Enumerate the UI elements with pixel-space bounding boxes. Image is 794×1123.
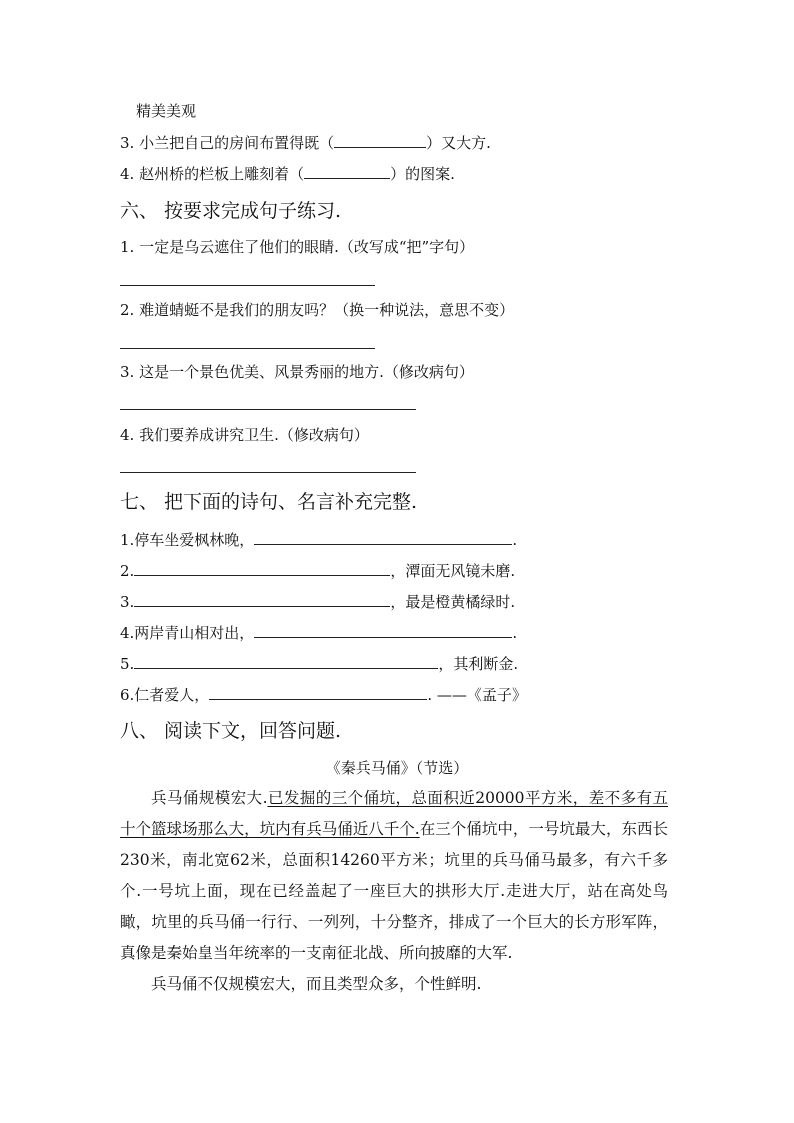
fill-item-3-pre: 3. 小兰把自己的房间布置得既（ <box>120 134 335 152</box>
passage-paragraph-1 <box>120 783 668 969</box>
poem-item-1 <box>120 530 517 550</box>
fill-item-3-post: ）又大方. <box>426 134 491 152</box>
poem-post: . ——《孟子》 <box>427 686 527 704</box>
poem-blank[interactable] <box>254 530 512 545</box>
answer-line[interactable] <box>120 348 375 349</box>
poem-blank[interactable] <box>254 623 512 638</box>
poem-pre: 4.两岸青山相对出， <box>120 624 255 642</box>
passage-paragraph-2: 兵马俑不仅规模宏大，而且类型众多，个性鲜明. <box>151 975 482 993</box>
fill-item-3 <box>120 133 491 153</box>
fill-item-4-post: ）的图案. <box>390 165 455 183</box>
poem-pre: 6.仁者爱人， <box>120 686 210 704</box>
option-text: 精美美观 <box>136 102 197 120</box>
question-text: 3. 这是一个景色优美、风景秀丽的地方.（修改病句） <box>120 363 474 381</box>
poem-item-6 <box>120 685 527 705</box>
answer-line[interactable] <box>120 285 375 286</box>
section-7-title: 七、 把下面的诗句、名言补充完整. <box>120 491 418 513</box>
poem-blank[interactable] <box>134 654 438 669</box>
poem-item-5 <box>120 654 518 674</box>
passage-title: 《秦兵马俑》（节选） <box>325 759 469 777</box>
poem-item-2 <box>120 561 515 581</box>
question-text: 2. 难道蜻蜓不是我们的朋友吗？（换一种说法，意思不变） <box>120 301 515 319</box>
poem-post: ，其利断金. <box>438 655 519 673</box>
section-8-title: 八、 阅读下文，回答问题. <box>120 720 342 742</box>
fill-item-4 <box>120 164 455 184</box>
poem-item-3 <box>120 592 515 612</box>
poem-blank[interactable] <box>134 561 390 576</box>
passage-sentence: 兵马俑规模宏大. <box>151 789 268 807</box>
section-6-title: 六、 按要求完成句子练习. <box>120 200 342 222</box>
poem-blank[interactable] <box>134 592 390 607</box>
poem-post: ，最是橙黄橘绿时. <box>390 593 516 611</box>
fill-item-4-pre: 4. 赵州桥的栏板上雕刻着（ <box>120 165 305 183</box>
poem-post: . <box>512 531 518 549</box>
question-text: 4. 我们要养成讲究卫生.（修改病句） <box>120 426 369 444</box>
question-text: 1. 一定是乌云遮住了他们的眼睛.（改写成“把”字句） <box>120 238 475 256</box>
answer-line[interactable] <box>120 409 416 410</box>
answer-line[interactable] <box>120 472 416 473</box>
poem-pre: 5. <box>120 655 135 673</box>
poem-item-4 <box>120 623 517 643</box>
poem-post: ，潭面无风镜未磨. <box>390 562 516 580</box>
passage-sentence: 在三个俑坑中，一号坑最大，东西长230米，南北宽62米，总面积14260平方米；坑里的兵马俑马最多，有六千多个.一号坑上面，现在已经盖起了一座巨大的拱形大厅.走进大厅，站在高处鸟瞰，坑里的兵马俑一行行、一列列，十分整齐，排成了一个巨大的长方形军阵，真像是秦始皇当年统率的一支南征北战、所向披靡的大军. <box>120 820 668 962</box>
poem-post: . <box>512 624 518 642</box>
fill-blank[interactable] <box>304 164 390 179</box>
poem-pre: 3. <box>120 593 135 611</box>
underlined-sentence: 已发掘的三个俑坑，总面积近20000平方米，差不多有五十个篮球场那么大，坑内有兵马俑近八千个. <box>120 789 668 838</box>
poem-pre: 2. <box>120 562 135 580</box>
fill-blank[interactable] <box>334 133 426 148</box>
poem-pre: 1.停车坐爱枫林晚， <box>120 531 255 549</box>
poem-blank[interactable] <box>209 685 427 700</box>
